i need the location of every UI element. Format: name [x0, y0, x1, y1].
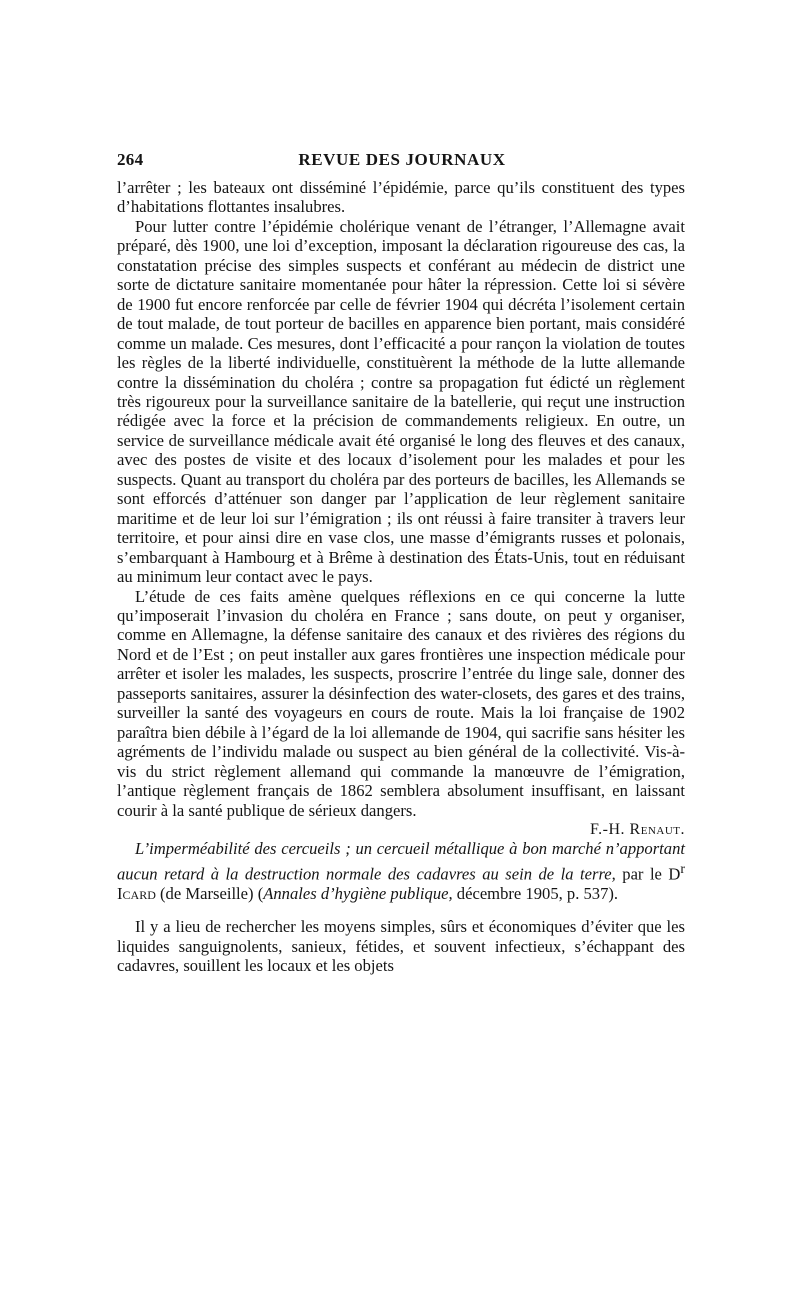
paragraph-german-law: Pour lutter contre l’épidémie cholérique venant de l’étranger, l’Allemagne avait préparé, dès 1900, une loi d’exception, imposant la déclaration rigoureuse des cas, la constatation précise des simples suspects et conférant au médecin de district une sorte de dictature sanitaire momentanée pour hâter la répression. Cette loi si sévère de 1900 fut encore renforcée par celle de février 1904 qui décréta l’isolement certain de tout malade, de tout porteur de bacilles en apparence bien portant, mais considéré comme un malade. Ces mesures, dont l’efficacité a pour rançon la violation de toutes les règles de la liberté individuelle, constituèrent la méthode de la lutte allemande contre la dissémination du choléra ; contre sa propagation fut édicté un règlement très rigoureux pour la surveillance sanitaire de la batellerie, qui reçut une instruction rédigée avec la force et la précision de commandements religieux. En outre, un service de surveillance médicale avait été organisé le long des fleuves et des canaux, avec des postes de visite et des locaux d’isolement pour les malades et pour les suspects. Quant au transport du choléra par des porteurs de bacilles, les Allemands se sont efforcés d’atténuer son danger par l’application de leur règlement sanitaire maritime et de leur loi sur l’émigration ; ils ont réussi à faire transiter à travers leur territoire, et pour ainsi dire en vase clos, une masse d’émigrants russes et polonais, s’embarquant à Hambourg et à Brême à destination des États-Unis, tout en réduisant au minimum leur contact avec le pays. [117, 216, 685, 587]
article-title: L’imperméabilité des cercueils ; un cercueil métallique à bon marché n’apportant aucun retard à la destruction normale des cadavres au sein de la terre, [117, 839, 685, 884]
biblio-sup: r [680, 860, 685, 876]
journal-name: Annales d’hygiène publique, [263, 883, 453, 903]
running-header [117, 150, 687, 174]
journal-date: décembre 1905, p. 537). [452, 883, 619, 903]
signature-name: Renaut. [629, 820, 685, 838]
signature-initials: F.-H. [590, 820, 626, 838]
paragraph-continuation: l’arrêter ; les bateaux ont disséminé l’épidémie, parce qu’ils constituent des types d’habitations flottantes insalubres. [117, 178, 685, 217]
article-author: Icard [117, 883, 156, 903]
biblio-par: par le D [615, 864, 681, 884]
author-place: (de Marseille) ( [155, 883, 264, 903]
body-text [117, 178, 685, 976]
page-number: 264 [117, 150, 144, 169]
paragraph-france-reflection: L’étude de ces faits amène quelques réflexions en ce qui concerne la lutte qu’imposerait l’invasion du choléra en France ; sans doute, on peut y organiser, comme en Allemagne, la défense sanitaire des canaux et des rivières des régions du Nord et de l’Est ; on peut installer aux gares frontières une inspection médicale pour arrêter et isoler les malades, les suspects, proscrire l’entrée du linge sale, donner des passeports sanitaires, assurer la désinfection des water-closets, des gares et des trains, surveiller la santé des voyageurs en cours de route. Mais la loi française de 1902 paraîtra bien débile à l’égard de la loi allemande de 1904, qui sacrifie sans hésiter les agréments de l’individu malade ou suspect au bien général de la collectivité. Vis-à-vis du strict règlement allemand qui commande la manœuvre de l’émigration, l’antique règlement français de 1862 semblera absolument insuffisant, en laissant courir à la santé publique de sérieux dangers. [117, 586, 685, 820]
bibliographic-entry [117, 839, 685, 903]
running-title: REVUE DES JOURNAUX [298, 150, 506, 169]
paragraph-coffins: Il y a lieu de rechercher les moyens simples, sûrs et économiques d’éviter que les liquides sanguignolents, sanieux, fétides, et souvent infectieux, s’échappant des cadavres, souillent les locaux et les objets [117, 917, 685, 976]
signature [117, 820, 685, 839]
